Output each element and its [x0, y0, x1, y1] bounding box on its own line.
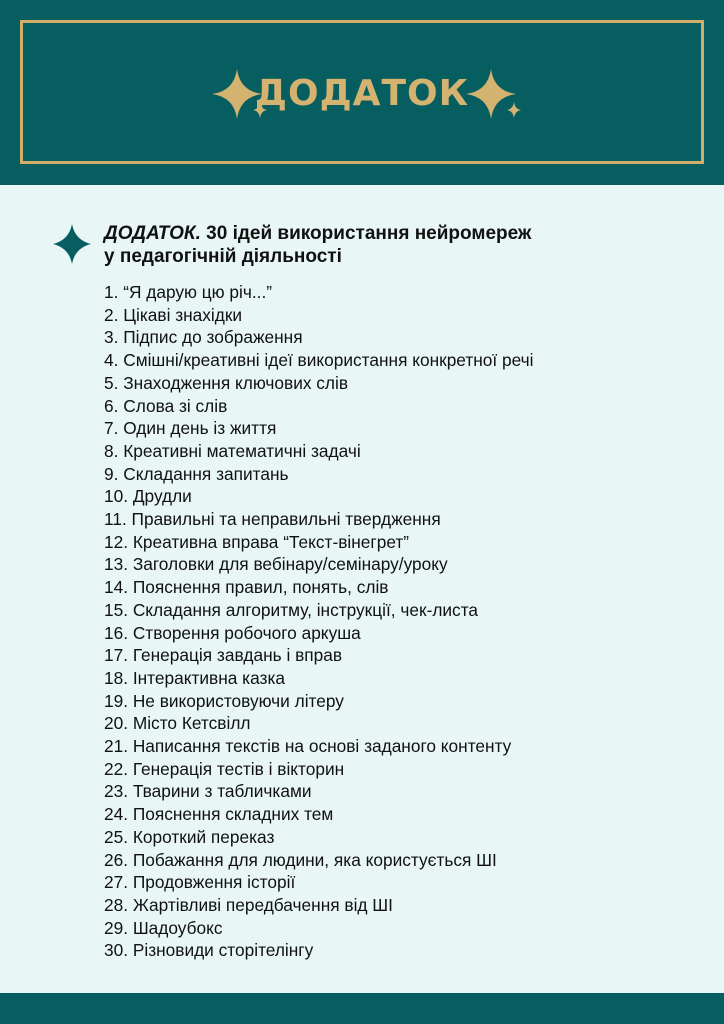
- list-item: 11. Правильні та неправильні твердження: [104, 509, 441, 530]
- list-item: 5. Знаходження ключових слів: [104, 372, 349, 393]
- list-item: 23. Тварини з табличками: [104, 781, 312, 802]
- list-item: 3. Підпис до зображення: [104, 327, 303, 348]
- header-frame: [20, 20, 704, 164]
- list-item: 9. Складання запитань: [104, 463, 289, 484]
- section-heading: [104, 222, 664, 268]
- list-item: 28. Жартівливі передбачення від ШІ: [104, 894, 393, 915]
- sparkle-icon: [463, 66, 543, 126]
- ideas-list: [104, 281, 534, 962]
- list-item: 7. Один день із життя: [104, 418, 277, 439]
- list-item: 25. Короткий переказ: [104, 826, 275, 847]
- heading-prefix: ДОДАТОК.: [104, 223, 201, 244]
- list-item: 10. Друдли: [104, 486, 192, 507]
- footer-bar: [0, 993, 724, 1024]
- heading-line-2: у педагогічній діяльності: [104, 246, 342, 267]
- list-item: 1. “Я дарую цю річ...”: [104, 282, 273, 302]
- header-banner: [0, 0, 724, 185]
- four-point-star-icon: [52, 223, 92, 265]
- list-item: 24. Пояснення складних тем: [104, 804, 334, 825]
- list-item: 29. Шадоубокс: [104, 917, 223, 938]
- heading-line-1: 30 ідей використання нейромереж: [200, 223, 532, 244]
- list-item: 6. Слова зі слів: [104, 395, 228, 416]
- list-item: 17. Генерація завдань і вправ: [104, 645, 343, 666]
- list-item: 30. Різновиди сторітелінгу: [104, 940, 314, 961]
- list-item: 2. Цікаві знахідки: [104, 304, 243, 325]
- list-item: 13. Заголовки для вебінару/семінару/уроку: [104, 554, 448, 575]
- list-item: 26. Побажання для людини, яка користується ШІ: [104, 849, 497, 870]
- page-title: [23, 23, 701, 161]
- list-item: 22. Генерація тестів і вікторин: [104, 758, 345, 779]
- list-item: 14. Пояснення правил, понять, слів: [104, 577, 389, 598]
- list-item: 12. Креативна вправа “Текст-вінегрет”: [104, 531, 410, 552]
- list-item: 18. Інтерактивна казка: [104, 667, 286, 688]
- page-title-text: ДОДАТОК: [254, 72, 470, 114]
- list-item: 16. Створення робочого аркуша: [104, 622, 361, 643]
- list-item: 4. Смішні/креативні ідеї використання конкретної речі: [104, 350, 534, 371]
- list-item: 27. Продовження історії: [104, 872, 296, 893]
- list-item: 15. Складання алгоритму, інструкції, чек-листа: [104, 599, 479, 620]
- list-item: 19. Не використовуючи літеру: [104, 690, 344, 711]
- list-item: 8. Креативні математичні задачі: [104, 440, 361, 461]
- list-item: 20. Місто Кетсвілл: [104, 713, 251, 734]
- list-item: 21. Написання текстів на основі заданого контенту: [104, 736, 512, 757]
